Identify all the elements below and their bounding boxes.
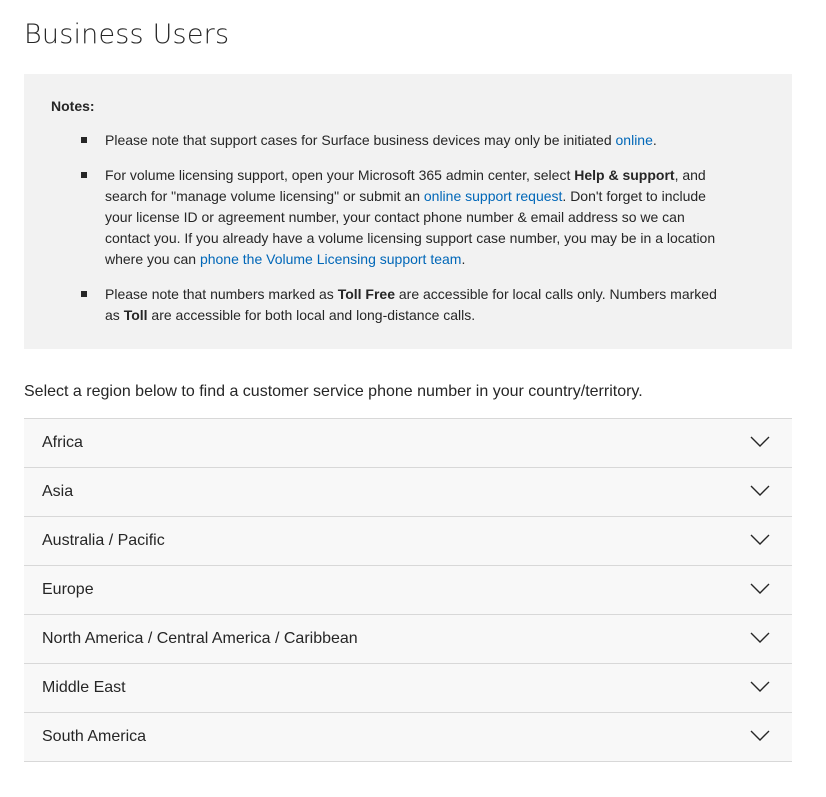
region-label: Australia / Pacific [42,532,165,549]
chevron-down-icon [750,730,770,742]
note-surface-support [105,130,732,151]
region-row-australia-pacific[interactable] [24,517,792,566]
online-support-request-link[interactable]: online support request [423,188,563,204]
chevron-down-icon [750,436,770,448]
notes-heading: Notes: [51,98,95,114]
help-support-bold: Help & support [574,167,675,183]
region-row-south-america[interactable] [24,713,792,762]
note-toll-numbers [105,284,732,326]
chevron-down-icon [750,681,770,693]
note-text: Please note that support cases for Surface business devices may only be initiated [105,132,616,148]
chevron-down-icon [750,485,770,497]
region-row-north-central-america-caribbean[interactable] [24,615,792,664]
note-volume-licensing [105,165,732,270]
toll-free-bold: Toll Free [337,286,395,302]
note-text: , and search for "manage volume licensing" or submit an [105,167,706,204]
note-text: . [652,132,657,148]
toll-bold: Toll [123,307,148,323]
chevron-down-icon [750,534,770,546]
region-label: South America [42,728,147,745]
region-label: Asia [42,483,74,500]
note-text: For volume licensing support, open your Microsoft 365 admin center, select [105,167,575,183]
page-title: Business Users [24,19,230,50]
region-label: Middle East [42,679,126,696]
bullet-icon [81,172,87,178]
region-intro-text: Select a region below to find a customer service phone number in your country/territory. [24,383,643,400]
note-text: . [461,251,466,267]
region-row-asia[interactable] [24,468,792,517]
region-row-africa[interactable] [24,419,792,468]
region-row-europe[interactable] [24,566,792,615]
region-label: North America / Central America / Caribbean [42,630,358,647]
bullet-icon [81,137,87,143]
chevron-down-icon [750,583,770,595]
chevron-down-icon [750,632,770,644]
page [24,0,792,762]
notes-panel [24,74,792,349]
region-row-middle-east[interactable] [24,664,792,713]
volume-licensing-phone-link[interactable]: phone the Volume Licensing support team [199,251,462,267]
region-label: Africa [42,434,83,451]
note-text: . Don't forget to include your license ID or agreement number, your contact phone number & email address so we can contact you. If you already have a volume licensing support case number, you may be in a location where you can [105,188,716,267]
region-label: Europe [42,581,94,598]
online-link[interactable]: online [615,132,653,148]
note-text: are accessible for both local and long-distance calls. [147,307,476,323]
note-text: are accessible for local calls only. Numbers marked as [105,286,717,323]
region-accordion [24,418,792,762]
notes-list [51,130,732,326]
note-text: Please note that numbers marked as [105,286,338,302]
bullet-icon [81,291,87,297]
